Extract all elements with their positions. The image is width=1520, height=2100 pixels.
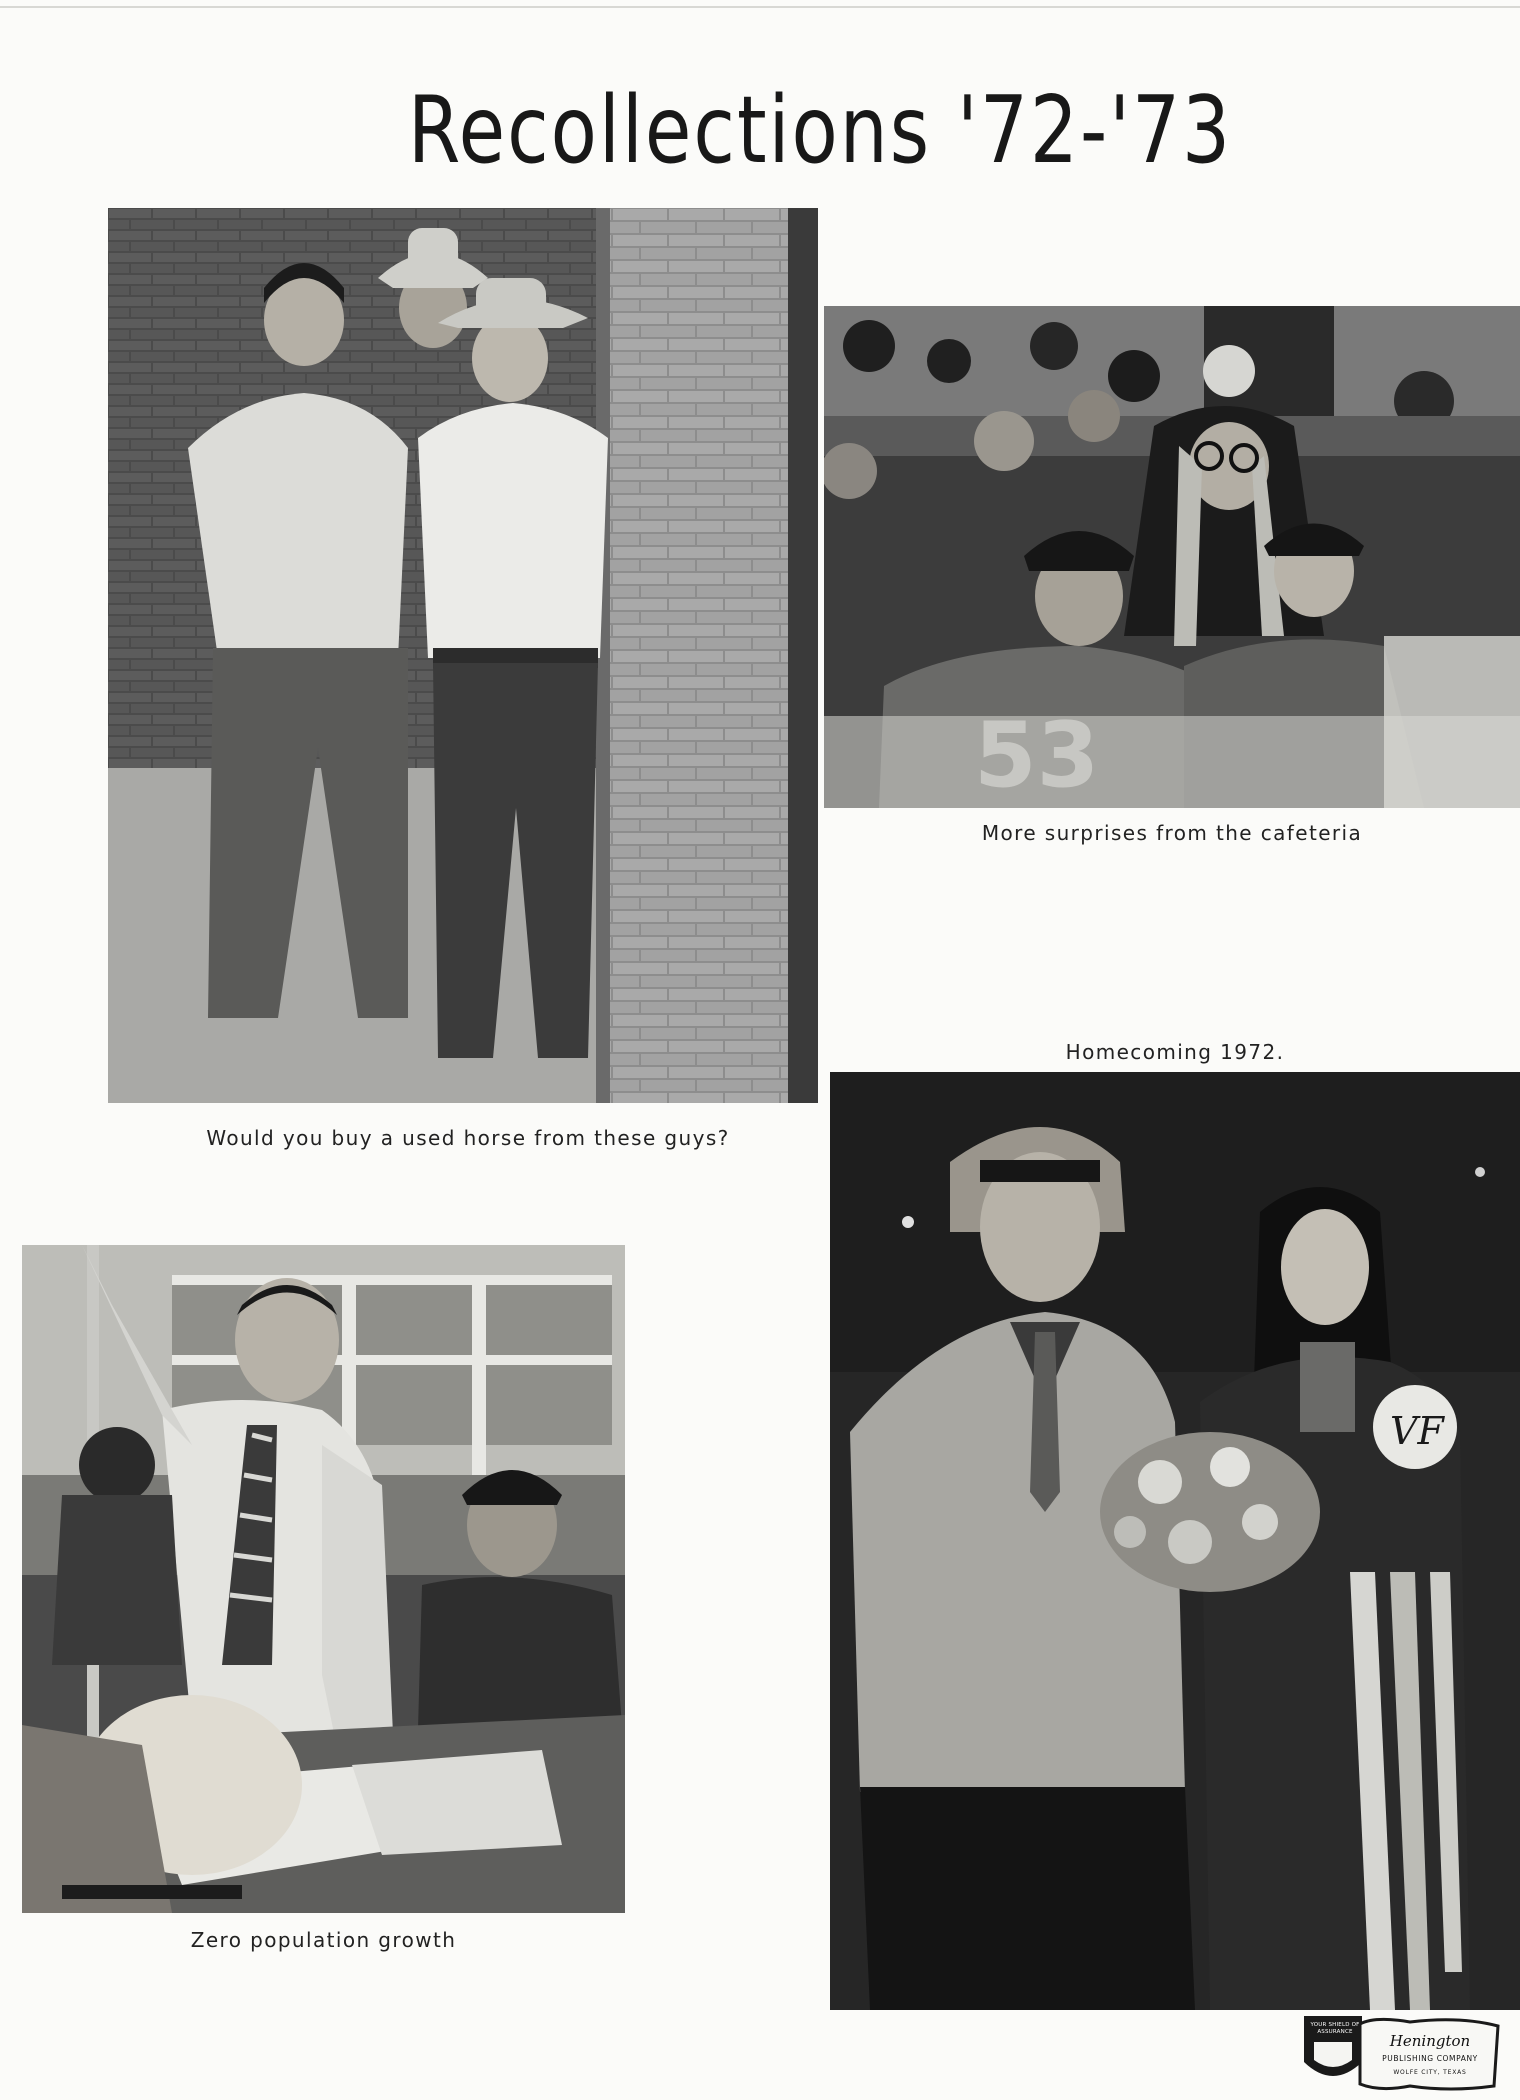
publisher-subtitle: PUBLISHING COMPANY	[1382, 2054, 1478, 2063]
caption-cowboys: Would you buy a used horse from these guys?	[206, 1126, 730, 1150]
publisher-shield-text: YOUR SHIELD OF ASSURANCE	[1310, 2022, 1360, 2035]
svg-text:VF: VF	[1390, 1409, 1444, 1453]
caption-homecoming: Homecoming 1972.	[1065, 1040, 1285, 1064]
photo-cafeteria	[824, 306, 1520, 808]
photo-cowboys	[108, 208, 818, 1103]
page-edge	[0, 6, 1520, 8]
caption-cafeteria: More surprises from the cafeteria	[981, 821, 1363, 845]
photo-homecoming	[830, 1072, 1520, 2010]
caption-classroom: Zero population growth	[190, 1928, 457, 1952]
photo-classroom	[22, 1245, 625, 1913]
publisher-logo	[1300, 2012, 1502, 2094]
publisher-name: Henington	[1389, 2032, 1471, 2050]
publisher-location: WOLFE CITY, TEXAS	[1393, 2069, 1467, 2076]
page-title: Recollections '72-'73	[407, 76, 1233, 184]
